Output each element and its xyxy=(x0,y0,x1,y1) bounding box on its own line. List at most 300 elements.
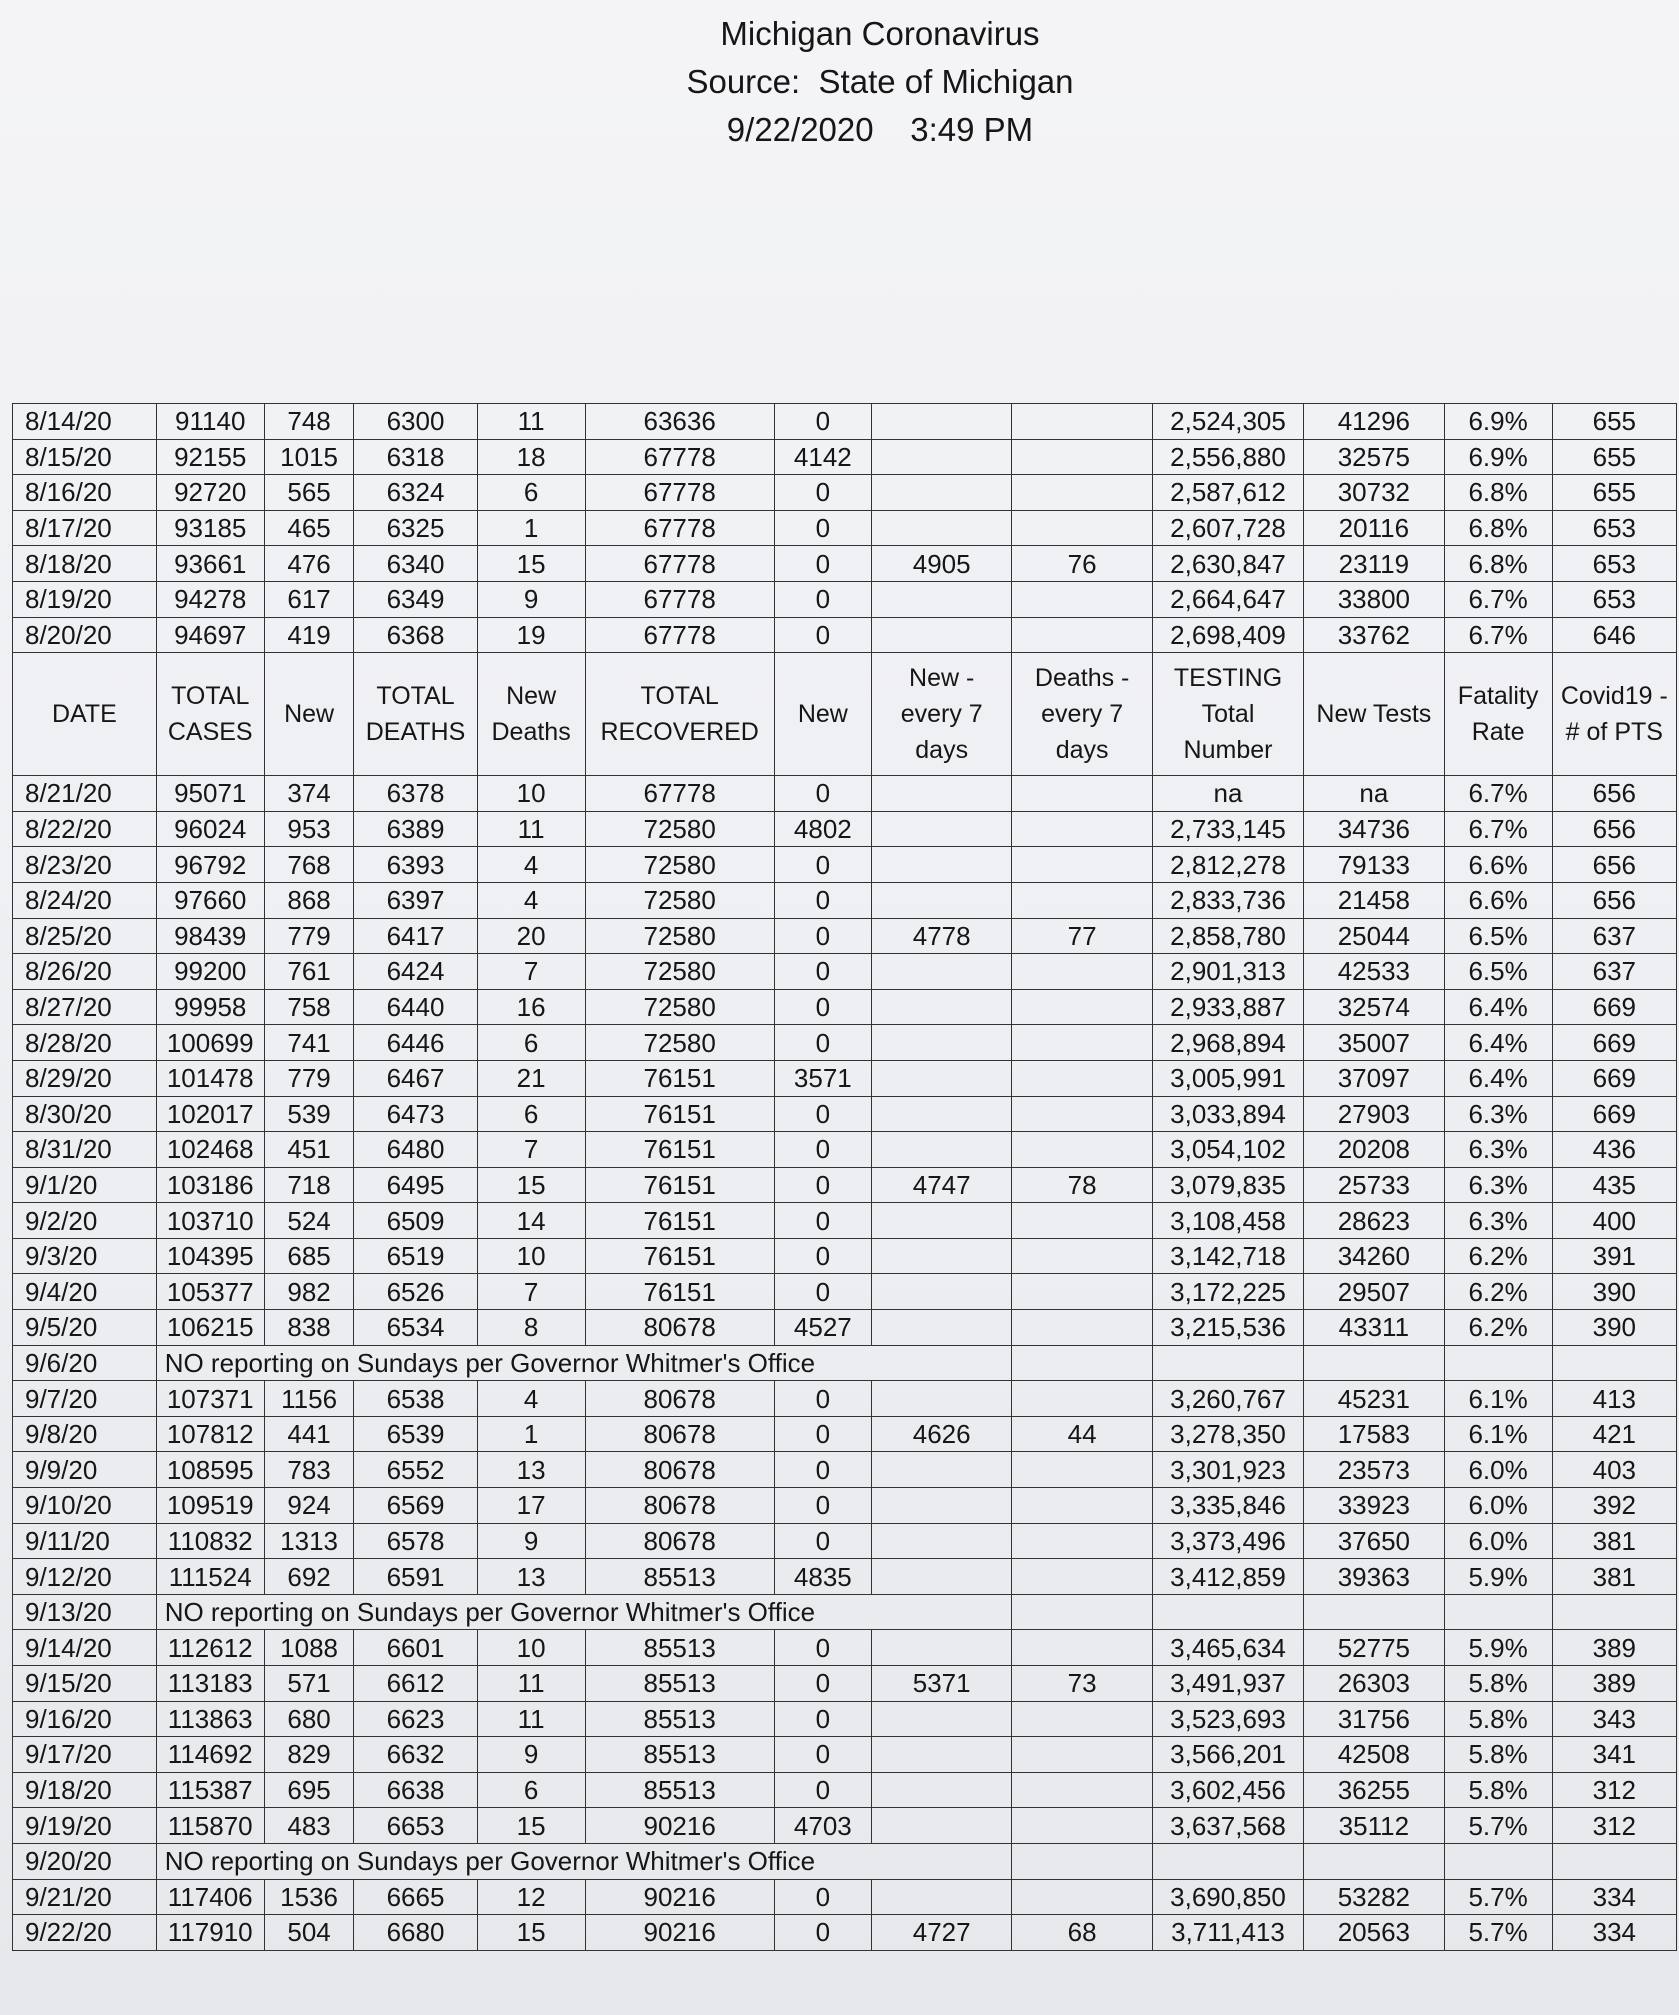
table-cell: 3,602,456 xyxy=(1152,1772,1303,1808)
table-cell: 85513 xyxy=(585,1666,774,1702)
column-header: Covid19 - # of PTS xyxy=(1552,653,1676,776)
table-cell: 1088 xyxy=(264,1630,354,1666)
table-cell: 8 xyxy=(477,1310,585,1346)
table-cell: 571 xyxy=(264,1666,354,1702)
column-header: New xyxy=(774,653,871,776)
table-cell: 6389 xyxy=(354,811,477,847)
table-cell: 982 xyxy=(264,1274,354,1310)
table-cell: 25044 xyxy=(1304,918,1444,954)
table-cell: 653 xyxy=(1552,546,1676,582)
table-cell xyxy=(1012,1559,1152,1595)
table-cell: 6526 xyxy=(354,1274,477,1310)
table-cell: 0 xyxy=(774,1416,871,1452)
date-cell: 9/15/20 xyxy=(13,1666,157,1702)
table-cell: 381 xyxy=(1552,1523,1676,1559)
covid-data-table xyxy=(12,403,1677,1951)
table-cell: 5.8% xyxy=(1444,1772,1552,1808)
table-cell: 5.9% xyxy=(1444,1559,1552,1595)
table-cell: 33762 xyxy=(1304,617,1444,653)
table-cell: 3,711,413 xyxy=(1152,1915,1303,1951)
table-cell: 6.0% xyxy=(1444,1523,1552,1559)
table-cell: 6.0% xyxy=(1444,1452,1552,1488)
document-source: Source: State of Michigan xyxy=(686,63,1074,100)
table-cell xyxy=(871,1060,1011,1096)
header-row xyxy=(13,653,1677,776)
table-cell xyxy=(1012,404,1152,440)
table-cell: 6495 xyxy=(354,1167,477,1203)
table-row xyxy=(13,1772,1677,1808)
table-cell: 72580 xyxy=(585,989,774,1025)
table-cell: 392 xyxy=(1552,1488,1676,1524)
table-cell: 36255 xyxy=(1304,1772,1444,1808)
table-cell xyxy=(1152,1345,1303,1381)
table-cell: 0 xyxy=(774,1772,871,1808)
table-cell xyxy=(871,1025,1011,1061)
table-cell: 28623 xyxy=(1304,1203,1444,1239)
table-cell: 692 xyxy=(264,1559,354,1595)
table-cell: 113183 xyxy=(156,1666,264,1702)
table-cell: 0 xyxy=(774,847,871,883)
table-cell: 6.9% xyxy=(1444,404,1552,440)
table-cell: 41296 xyxy=(1304,404,1444,440)
date-cell: 8/22/20 xyxy=(13,811,157,847)
table-cell: 6.2% xyxy=(1444,1310,1552,1346)
table-row xyxy=(13,1701,1677,1737)
table-cell: 4802 xyxy=(774,811,871,847)
table-cell: 435 xyxy=(1552,1167,1676,1203)
table-cell: 96024 xyxy=(156,811,264,847)
table-cell: 85513 xyxy=(585,1559,774,1595)
table-cell: 2,968,894 xyxy=(1152,1025,1303,1061)
document-title: Michigan Coronavirus xyxy=(720,15,1040,52)
table-cell: 4835 xyxy=(774,1559,871,1595)
table-cell: 80678 xyxy=(585,1310,774,1346)
table-cell: 0 xyxy=(774,475,871,511)
table-cell xyxy=(1012,1701,1152,1737)
table-cell xyxy=(871,404,1011,440)
table-cell: 27903 xyxy=(1304,1096,1444,1132)
table-cell: 2,933,887 xyxy=(1152,989,1303,1025)
table-cell xyxy=(1012,1025,1152,1061)
table-cell xyxy=(871,1701,1011,1737)
date-cell: 9/4/20 xyxy=(13,1274,157,1310)
table-cell: 390 xyxy=(1552,1310,1676,1346)
date-cell: 9/16/20 xyxy=(13,1701,157,1737)
table-cell: 76151 xyxy=(585,1096,774,1132)
table-cell xyxy=(1012,439,1152,475)
table-cell xyxy=(871,475,1011,511)
table-cell: 76 xyxy=(1012,546,1152,582)
table-cell xyxy=(871,847,1011,883)
table-cell: 90216 xyxy=(585,1915,774,1951)
table-cell: 18 xyxy=(477,439,585,475)
table-row xyxy=(13,404,1677,440)
table-cell: 76151 xyxy=(585,1167,774,1203)
table-cell: 2,901,313 xyxy=(1152,954,1303,990)
table-cell: 35112 xyxy=(1304,1808,1444,1844)
table-cell: 381 xyxy=(1552,1559,1676,1595)
table-cell: 72580 xyxy=(585,811,774,847)
table-cell xyxy=(871,1238,1011,1274)
table-cell: 6 xyxy=(477,1772,585,1808)
date-cell: 9/20/20 xyxy=(13,1843,157,1879)
table-cell: 2,858,780 xyxy=(1152,918,1303,954)
table-cell: 655 xyxy=(1552,475,1676,511)
table-row xyxy=(13,1630,1677,1666)
table-cell: 112612 xyxy=(156,1630,264,1666)
table-cell: 341 xyxy=(1552,1737,1676,1773)
date-cell: 8/19/20 xyxy=(13,581,157,617)
table-row xyxy=(13,1488,1677,1524)
table-cell: 6.3% xyxy=(1444,1096,1552,1132)
table-cell: 4778 xyxy=(871,918,1011,954)
table-cell: 67778 xyxy=(585,617,774,653)
table-cell: 421 xyxy=(1552,1416,1676,1452)
table-cell: 6601 xyxy=(354,1630,477,1666)
table-cell: 85513 xyxy=(585,1630,774,1666)
table-cell: 97660 xyxy=(156,882,264,918)
table-cell: 0 xyxy=(774,546,871,582)
table-cell: 11 xyxy=(477,811,585,847)
table-cell xyxy=(1012,1452,1152,1488)
table-cell: 39363 xyxy=(1304,1559,1444,1595)
table-cell: 656 xyxy=(1552,811,1676,847)
table-cell xyxy=(1012,1808,1152,1844)
table-cell xyxy=(1152,1594,1303,1630)
table-cell: 6446 xyxy=(354,1025,477,1061)
table-cell: 6473 xyxy=(354,1096,477,1132)
table-cell xyxy=(1012,1096,1152,1132)
table-cell: 0 xyxy=(774,1203,871,1239)
table-cell xyxy=(1012,475,1152,511)
table-cell: 5.8% xyxy=(1444,1701,1552,1737)
table-cell xyxy=(871,1737,1011,1773)
date-cell: 8/14/20 xyxy=(13,404,157,440)
table-cell: 6.7% xyxy=(1444,811,1552,847)
table-cell: 21458 xyxy=(1304,882,1444,918)
table-cell: 2,556,880 xyxy=(1152,439,1303,475)
table-cell: 3,335,846 xyxy=(1152,1488,1303,1524)
table-cell: 6300 xyxy=(354,404,477,440)
table-cell: 117406 xyxy=(156,1879,264,1915)
table-cell: 3,142,718 xyxy=(1152,1238,1303,1274)
table-row xyxy=(13,1132,1677,1168)
table-cell: 374 xyxy=(264,776,354,812)
table-cell: 680 xyxy=(264,1701,354,1737)
table-cell xyxy=(1304,1594,1444,1630)
table-cell: 11 xyxy=(477,1666,585,1702)
table-cell: 476 xyxy=(264,546,354,582)
table-cell: 37650 xyxy=(1304,1523,1444,1559)
table-cell: 6.2% xyxy=(1444,1274,1552,1310)
table-body-top xyxy=(13,404,1677,653)
date-cell: 9/21/20 xyxy=(13,1879,157,1915)
table-cell: 76151 xyxy=(585,1238,774,1274)
table-cell xyxy=(1552,1345,1676,1381)
table-cell: 655 xyxy=(1552,404,1676,440)
table-cell: 390 xyxy=(1552,1274,1676,1310)
table-cell xyxy=(871,1381,1011,1417)
table-cell: 76151 xyxy=(585,1060,774,1096)
table-cell: 7 xyxy=(477,1274,585,1310)
date-cell: 9/12/20 xyxy=(13,1559,157,1595)
date-cell: 8/29/20 xyxy=(13,1060,157,1096)
table-cell: 2,698,409 xyxy=(1152,617,1303,653)
table-cell: 72580 xyxy=(585,954,774,990)
table-cell: 14 xyxy=(477,1203,585,1239)
table-cell: 6.6% xyxy=(1444,882,1552,918)
table-cell: 103186 xyxy=(156,1167,264,1203)
table-cell xyxy=(871,1345,1011,1381)
table-cell xyxy=(1304,1345,1444,1381)
table-cell: 6325 xyxy=(354,510,477,546)
table-cell: 25733 xyxy=(1304,1167,1444,1203)
date-cell: 8/28/20 xyxy=(13,1025,157,1061)
table-cell: 3,215,536 xyxy=(1152,1310,1303,1346)
table-cell: 17583 xyxy=(1304,1416,1444,1452)
table-cell: 343 xyxy=(1552,1701,1676,1737)
table-row xyxy=(13,1060,1677,1096)
table-cell: 6.3% xyxy=(1444,1132,1552,1168)
table-cell xyxy=(871,882,1011,918)
table-cell: 4 xyxy=(477,847,585,883)
table-row xyxy=(13,1416,1677,1452)
table-cell: 80678 xyxy=(585,1452,774,1488)
table-cell xyxy=(1012,1345,1152,1381)
date-cell: 9/14/20 xyxy=(13,1630,157,1666)
table-cell: 0 xyxy=(774,617,871,653)
table-cell: 6.4% xyxy=(1444,1025,1552,1061)
table-cell: 93661 xyxy=(156,546,264,582)
table-cell: 10 xyxy=(477,776,585,812)
date-cell: 8/27/20 xyxy=(13,989,157,1025)
date-cell: 9/8/20 xyxy=(13,1416,157,1452)
table-row xyxy=(13,439,1677,475)
table-cell xyxy=(871,989,1011,1025)
table-cell xyxy=(871,811,1011,847)
table-cell: 35007 xyxy=(1304,1025,1444,1061)
table-cell: 43311 xyxy=(1304,1310,1444,1346)
table-cell: 0 xyxy=(774,1238,871,1274)
table-cell xyxy=(871,581,1011,617)
table-cell: 6368 xyxy=(354,617,477,653)
table-cell: 0 xyxy=(774,1737,871,1773)
table-cell: 29507 xyxy=(1304,1274,1444,1310)
column-header: DATE xyxy=(13,653,157,776)
date-cell: 9/13/20 xyxy=(13,1594,157,1630)
table-cell: 11 xyxy=(477,404,585,440)
date-cell: 8/31/20 xyxy=(13,1132,157,1168)
table-row xyxy=(13,1345,1677,1381)
table-cell: 19 xyxy=(477,617,585,653)
table-cell xyxy=(871,1488,1011,1524)
table-cell: 539 xyxy=(264,1096,354,1132)
table-cell: 16 xyxy=(477,989,585,1025)
table-cell: 92155 xyxy=(156,439,264,475)
table-cell: 3,523,693 xyxy=(1152,1701,1303,1737)
table-cell: 3,005,991 xyxy=(1152,1060,1303,1096)
table-cell: 669 xyxy=(1552,1025,1676,1061)
table-cell: 15 xyxy=(477,1167,585,1203)
table-cell: 9 xyxy=(477,1737,585,1773)
table-cell: 33800 xyxy=(1304,581,1444,617)
table-cell: 6.4% xyxy=(1444,989,1552,1025)
table-cell: 1156 xyxy=(264,1381,354,1417)
table-cell xyxy=(871,1594,1011,1630)
table-row xyxy=(13,1238,1677,1274)
column-header: New xyxy=(264,653,354,776)
table-row xyxy=(13,1452,1677,1488)
table-cell: 1536 xyxy=(264,1879,354,1915)
table-row xyxy=(13,989,1677,1025)
table-cell: 6591 xyxy=(354,1559,477,1595)
table-row xyxy=(13,581,1677,617)
table-cell: 6.8% xyxy=(1444,510,1552,546)
table-cell: 68 xyxy=(1012,1915,1152,1951)
table-cell: 105377 xyxy=(156,1274,264,1310)
table-cell xyxy=(871,1132,1011,1168)
table-cell: 80678 xyxy=(585,1381,774,1417)
table-cell: 0 xyxy=(774,1915,871,1951)
table-cell xyxy=(1012,1203,1152,1239)
table-cell: 115870 xyxy=(156,1808,264,1844)
table-cell: na xyxy=(1152,776,1303,812)
table-cell xyxy=(871,1310,1011,1346)
table-cell: 102017 xyxy=(156,1096,264,1132)
table-cell xyxy=(871,776,1011,812)
table-cell: 656 xyxy=(1552,882,1676,918)
table-cell xyxy=(1012,617,1152,653)
table-cell: 0 xyxy=(774,1666,871,1702)
table-cell: 4 xyxy=(477,1381,585,1417)
column-header: Fatality Rate xyxy=(1444,653,1552,776)
table-cell: 0 xyxy=(774,1096,871,1132)
date-cell: 9/17/20 xyxy=(13,1737,157,1773)
date-cell: 9/10/20 xyxy=(13,1488,157,1524)
table-cell: 6552 xyxy=(354,1452,477,1488)
table-cell: 653 xyxy=(1552,581,1676,617)
table-cell: 3,079,835 xyxy=(1152,1167,1303,1203)
table-cell: 99958 xyxy=(156,989,264,1025)
table-cell xyxy=(871,1879,1011,1915)
table-cell: 5.8% xyxy=(1444,1666,1552,1702)
table-cell xyxy=(1012,811,1152,847)
table-cell: 0 xyxy=(774,1025,871,1061)
date-cell: 9/3/20 xyxy=(13,1238,157,1274)
table-cell: 79133 xyxy=(1304,847,1444,883)
column-header: TESTING Total Number xyxy=(1152,653,1303,776)
table-row xyxy=(13,1808,1677,1844)
table-cell xyxy=(1012,1060,1152,1096)
table-cell: 26303 xyxy=(1304,1666,1444,1702)
date-cell: 8/25/20 xyxy=(13,918,157,954)
table-cell: 312 xyxy=(1552,1808,1676,1844)
table-cell: 6519 xyxy=(354,1238,477,1274)
table-cell xyxy=(1552,1843,1676,1879)
table-cell: 67778 xyxy=(585,439,774,475)
table-cell: 2,607,728 xyxy=(1152,510,1303,546)
table-row xyxy=(13,617,1677,653)
date-cell: 9/11/20 xyxy=(13,1523,157,1559)
table-cell: 67778 xyxy=(585,581,774,617)
date-cell: 9/22/20 xyxy=(13,1915,157,1951)
date-cell: 9/9/20 xyxy=(13,1452,157,1488)
table-cell: 6.4% xyxy=(1444,1060,1552,1096)
table-cell: 4626 xyxy=(871,1416,1011,1452)
table-cell: 0 xyxy=(774,918,871,954)
table-cell xyxy=(871,1096,1011,1132)
table-header xyxy=(13,653,1677,776)
table-cell: 6440 xyxy=(354,989,477,1025)
table-cell: 1 xyxy=(477,1416,585,1452)
table-cell: 95071 xyxy=(156,776,264,812)
table-row xyxy=(13,1666,1677,1702)
table-cell: 779 xyxy=(264,1060,354,1096)
table-cell: 391 xyxy=(1552,1238,1676,1274)
table-cell: 0 xyxy=(774,776,871,812)
table-cell: 5.7% xyxy=(1444,1808,1552,1844)
table-cell: 436 xyxy=(1552,1132,1676,1168)
table-cell: 2,524,305 xyxy=(1152,404,1303,440)
table-cell: 0 xyxy=(774,1630,871,1666)
table-cell: 0 xyxy=(774,1381,871,1417)
table-cell: 312 xyxy=(1552,1772,1676,1808)
table-cell xyxy=(1012,1132,1152,1168)
table-cell: 52775 xyxy=(1304,1630,1444,1666)
table-cell: 12 xyxy=(477,1879,585,1915)
table-cell xyxy=(1152,1843,1303,1879)
table-cell: 783 xyxy=(264,1452,354,1488)
table-cell: 4142 xyxy=(774,439,871,475)
table-cell: 6.6% xyxy=(1444,847,1552,883)
table-cell: 483 xyxy=(264,1808,354,1844)
table-cell: 3,491,937 xyxy=(1152,1666,1303,1702)
table-cell xyxy=(1304,1843,1444,1879)
table-cell: 6467 xyxy=(354,1060,477,1096)
table-cell: 3,637,568 xyxy=(1152,1808,1303,1844)
table-cell: 37097 xyxy=(1304,1060,1444,1096)
table-cell xyxy=(1012,1488,1152,1524)
table-row xyxy=(13,954,1677,990)
table-cell: 44 xyxy=(1012,1416,1152,1452)
table-cell: 6.7% xyxy=(1444,776,1552,812)
date-cell: 9/2/20 xyxy=(13,1203,157,1239)
table-cell: 6638 xyxy=(354,1772,477,1808)
table-cell xyxy=(1012,1879,1152,1915)
table-cell: 63636 xyxy=(585,404,774,440)
table-cell: 80678 xyxy=(585,1416,774,1452)
table-cell: 6632 xyxy=(354,1737,477,1773)
table-cell: 617 xyxy=(264,581,354,617)
table-cell: 669 xyxy=(1552,1060,1676,1096)
table-cell: 13 xyxy=(477,1559,585,1595)
table-cell: 5371 xyxy=(871,1666,1011,1702)
table-cell: 2,833,736 xyxy=(1152,882,1303,918)
table-cell: 0 xyxy=(774,1452,871,1488)
table-cell: 718 xyxy=(264,1167,354,1203)
table-cell: 34736 xyxy=(1304,811,1444,847)
table-cell: 6.3% xyxy=(1444,1167,1552,1203)
date-cell: 8/20/20 xyxy=(13,617,157,653)
table-cell: 695 xyxy=(264,1772,354,1808)
table-cell: 0 xyxy=(774,954,871,990)
table-row xyxy=(13,1915,1677,1951)
table-cell: 6318 xyxy=(354,439,477,475)
table-cell: 67778 xyxy=(585,776,774,812)
table-cell: 20563 xyxy=(1304,1915,1444,1951)
table-cell: 0 xyxy=(774,1701,871,1737)
table-cell xyxy=(871,617,1011,653)
